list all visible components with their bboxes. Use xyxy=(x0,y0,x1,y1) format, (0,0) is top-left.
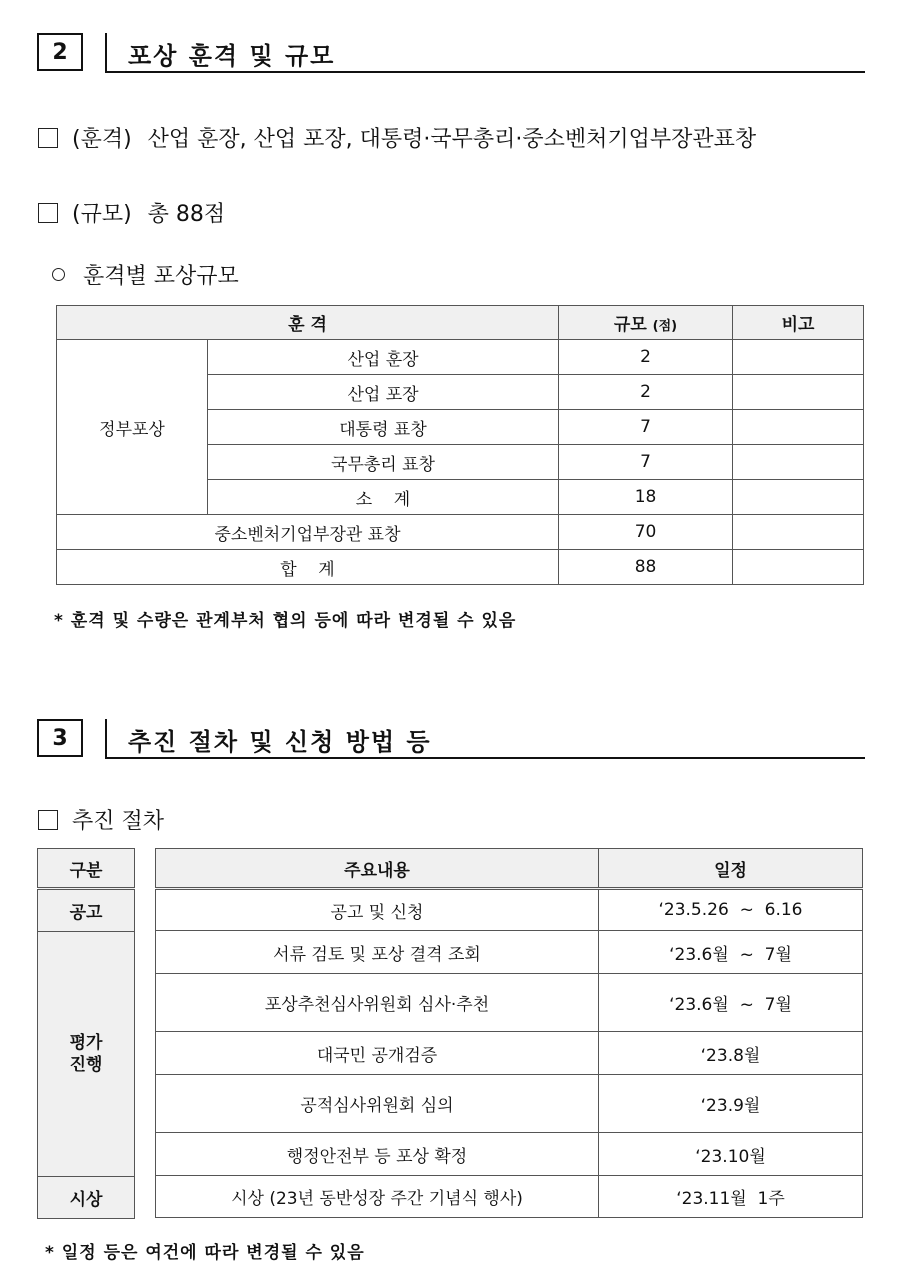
section-title: 추진 절차 및 신청 방법 등 xyxy=(128,728,432,756)
award-note xyxy=(733,375,864,410)
procedure-content: 서류 검토 및 포상 결격 조회 xyxy=(156,931,599,974)
bullet-label: (훈격) xyxy=(72,127,132,152)
table-header-row xyxy=(57,306,864,340)
award-count: 7 xyxy=(559,410,733,445)
procedure-schedule: ‘23.11월 1주 xyxy=(599,1176,863,1218)
award-total-count: 88 xyxy=(559,550,733,585)
header-grade: 훈 격 xyxy=(57,306,559,340)
header-schedule: 일정 xyxy=(599,849,863,889)
header-note: 비고 xyxy=(733,306,864,340)
award-name: 소 계 xyxy=(208,480,559,515)
table-header-row xyxy=(156,849,863,889)
bullet-label: (규모) xyxy=(72,202,132,227)
bullet-text: 산업 훈장, 산업 포장, 대통령·국무총리·중소벤처기업부장관표창 xyxy=(147,127,757,152)
procedure-content: 대국민 공개검증 xyxy=(156,1032,599,1075)
square-bullet-icon xyxy=(38,128,58,148)
category-cell: 시상 xyxy=(38,1177,135,1219)
table-row xyxy=(38,889,135,932)
award-count: 18 xyxy=(559,480,733,515)
sub-bullet-text: 훈격별 포상규모 xyxy=(83,264,239,289)
section-divider xyxy=(105,33,107,73)
section-number: 2 xyxy=(52,39,68,65)
award-name: 중소벤처기업부장관 표창 xyxy=(57,515,559,550)
table-row xyxy=(57,550,864,585)
award-count: 70 xyxy=(559,515,733,550)
circle-bullet-icon xyxy=(52,268,65,281)
bullet-text: 총 88점 xyxy=(147,202,226,227)
procedure-category-table xyxy=(37,848,135,1219)
table-row xyxy=(156,1133,863,1176)
award-name: 산업 포장 xyxy=(208,375,559,410)
award-count: 7 xyxy=(559,445,733,480)
section-title: 포상 훈격 및 규모 xyxy=(128,42,336,70)
award-name: 국무총리 표창 xyxy=(208,445,559,480)
schedule-note-text: * 일정 등은 여건에 따라 변경될 수 있음 xyxy=(45,1243,365,1263)
category-cell: 공고 xyxy=(38,889,135,932)
table-row xyxy=(38,1177,135,1219)
procedure-content: 공고 및 신청 xyxy=(156,889,599,931)
procedure-schedule: ‘23.6월 ~ 7월 xyxy=(599,931,863,974)
table-row xyxy=(156,1075,863,1133)
table-row xyxy=(57,515,864,550)
award-name: 산업 훈장 xyxy=(208,340,559,375)
table-row xyxy=(38,932,135,1177)
section-underline xyxy=(105,71,865,73)
table-row xyxy=(57,340,864,375)
award-count: 2 xyxy=(559,375,733,410)
procedure-table xyxy=(155,848,863,1218)
header-content: 주요내용 xyxy=(156,849,599,889)
bullet-text: 추진 절차 xyxy=(72,809,165,834)
award-note xyxy=(733,480,864,515)
procedure-content: 공적심사위원회 심의 xyxy=(156,1075,599,1133)
procedure-schedule: ‘23.9월 xyxy=(599,1075,863,1133)
square-bullet-icon xyxy=(38,203,58,223)
section-number-badge xyxy=(37,719,83,757)
table-row xyxy=(156,931,863,974)
section-underline xyxy=(105,757,865,759)
group-label: 정부포상 xyxy=(57,340,208,515)
table-row xyxy=(156,974,863,1032)
header-scale-unit: (점) xyxy=(652,319,678,334)
category-cell: 평가 진행 xyxy=(38,932,135,1177)
procedure-content: 행정안전부 등 포상 확정 xyxy=(156,1133,599,1176)
award-note xyxy=(733,340,864,375)
sub-bullet xyxy=(52,259,239,290)
procedure-schedule: ‘23.10월 xyxy=(599,1133,863,1176)
award-note xyxy=(733,550,864,585)
bullet-grade xyxy=(38,122,756,153)
table-row xyxy=(156,1032,863,1075)
bullet-procedure xyxy=(38,804,164,835)
square-bullet-icon xyxy=(38,810,58,830)
award-count: 2 xyxy=(559,340,733,375)
award-total-label: 합 계 xyxy=(57,550,559,585)
bullet-scale xyxy=(38,197,225,228)
procedure-content: 시상 (23년 동반성장 주간 기념식 행사) xyxy=(156,1176,599,1218)
header-category: 구분 xyxy=(38,849,135,889)
procedure-content: 포상추천심사위원회 심사·추천 xyxy=(156,974,599,1032)
table-header-row xyxy=(38,849,135,889)
award-note xyxy=(733,410,864,445)
procedure-schedule: ‘23.8월 xyxy=(599,1032,863,1075)
award-table xyxy=(56,305,864,585)
section-number-badge xyxy=(37,33,83,71)
section-number: 3 xyxy=(52,725,68,751)
header-scale: 규모 (점) xyxy=(559,306,733,340)
award-note xyxy=(733,445,864,480)
award-note-text: * 훈격 및 수량은 관계부처 협의 등에 따라 변경될 수 있음 xyxy=(54,611,517,631)
procedure-schedule: ‘23.5.26 ~ 6.16 xyxy=(599,889,863,931)
award-name: 대통령 표창 xyxy=(208,410,559,445)
award-note xyxy=(733,515,864,550)
section-divider xyxy=(105,719,107,759)
procedure-schedule: ‘23.6월 ~ 7월 xyxy=(599,974,863,1032)
table-row xyxy=(156,889,863,931)
table-row xyxy=(156,1176,863,1218)
